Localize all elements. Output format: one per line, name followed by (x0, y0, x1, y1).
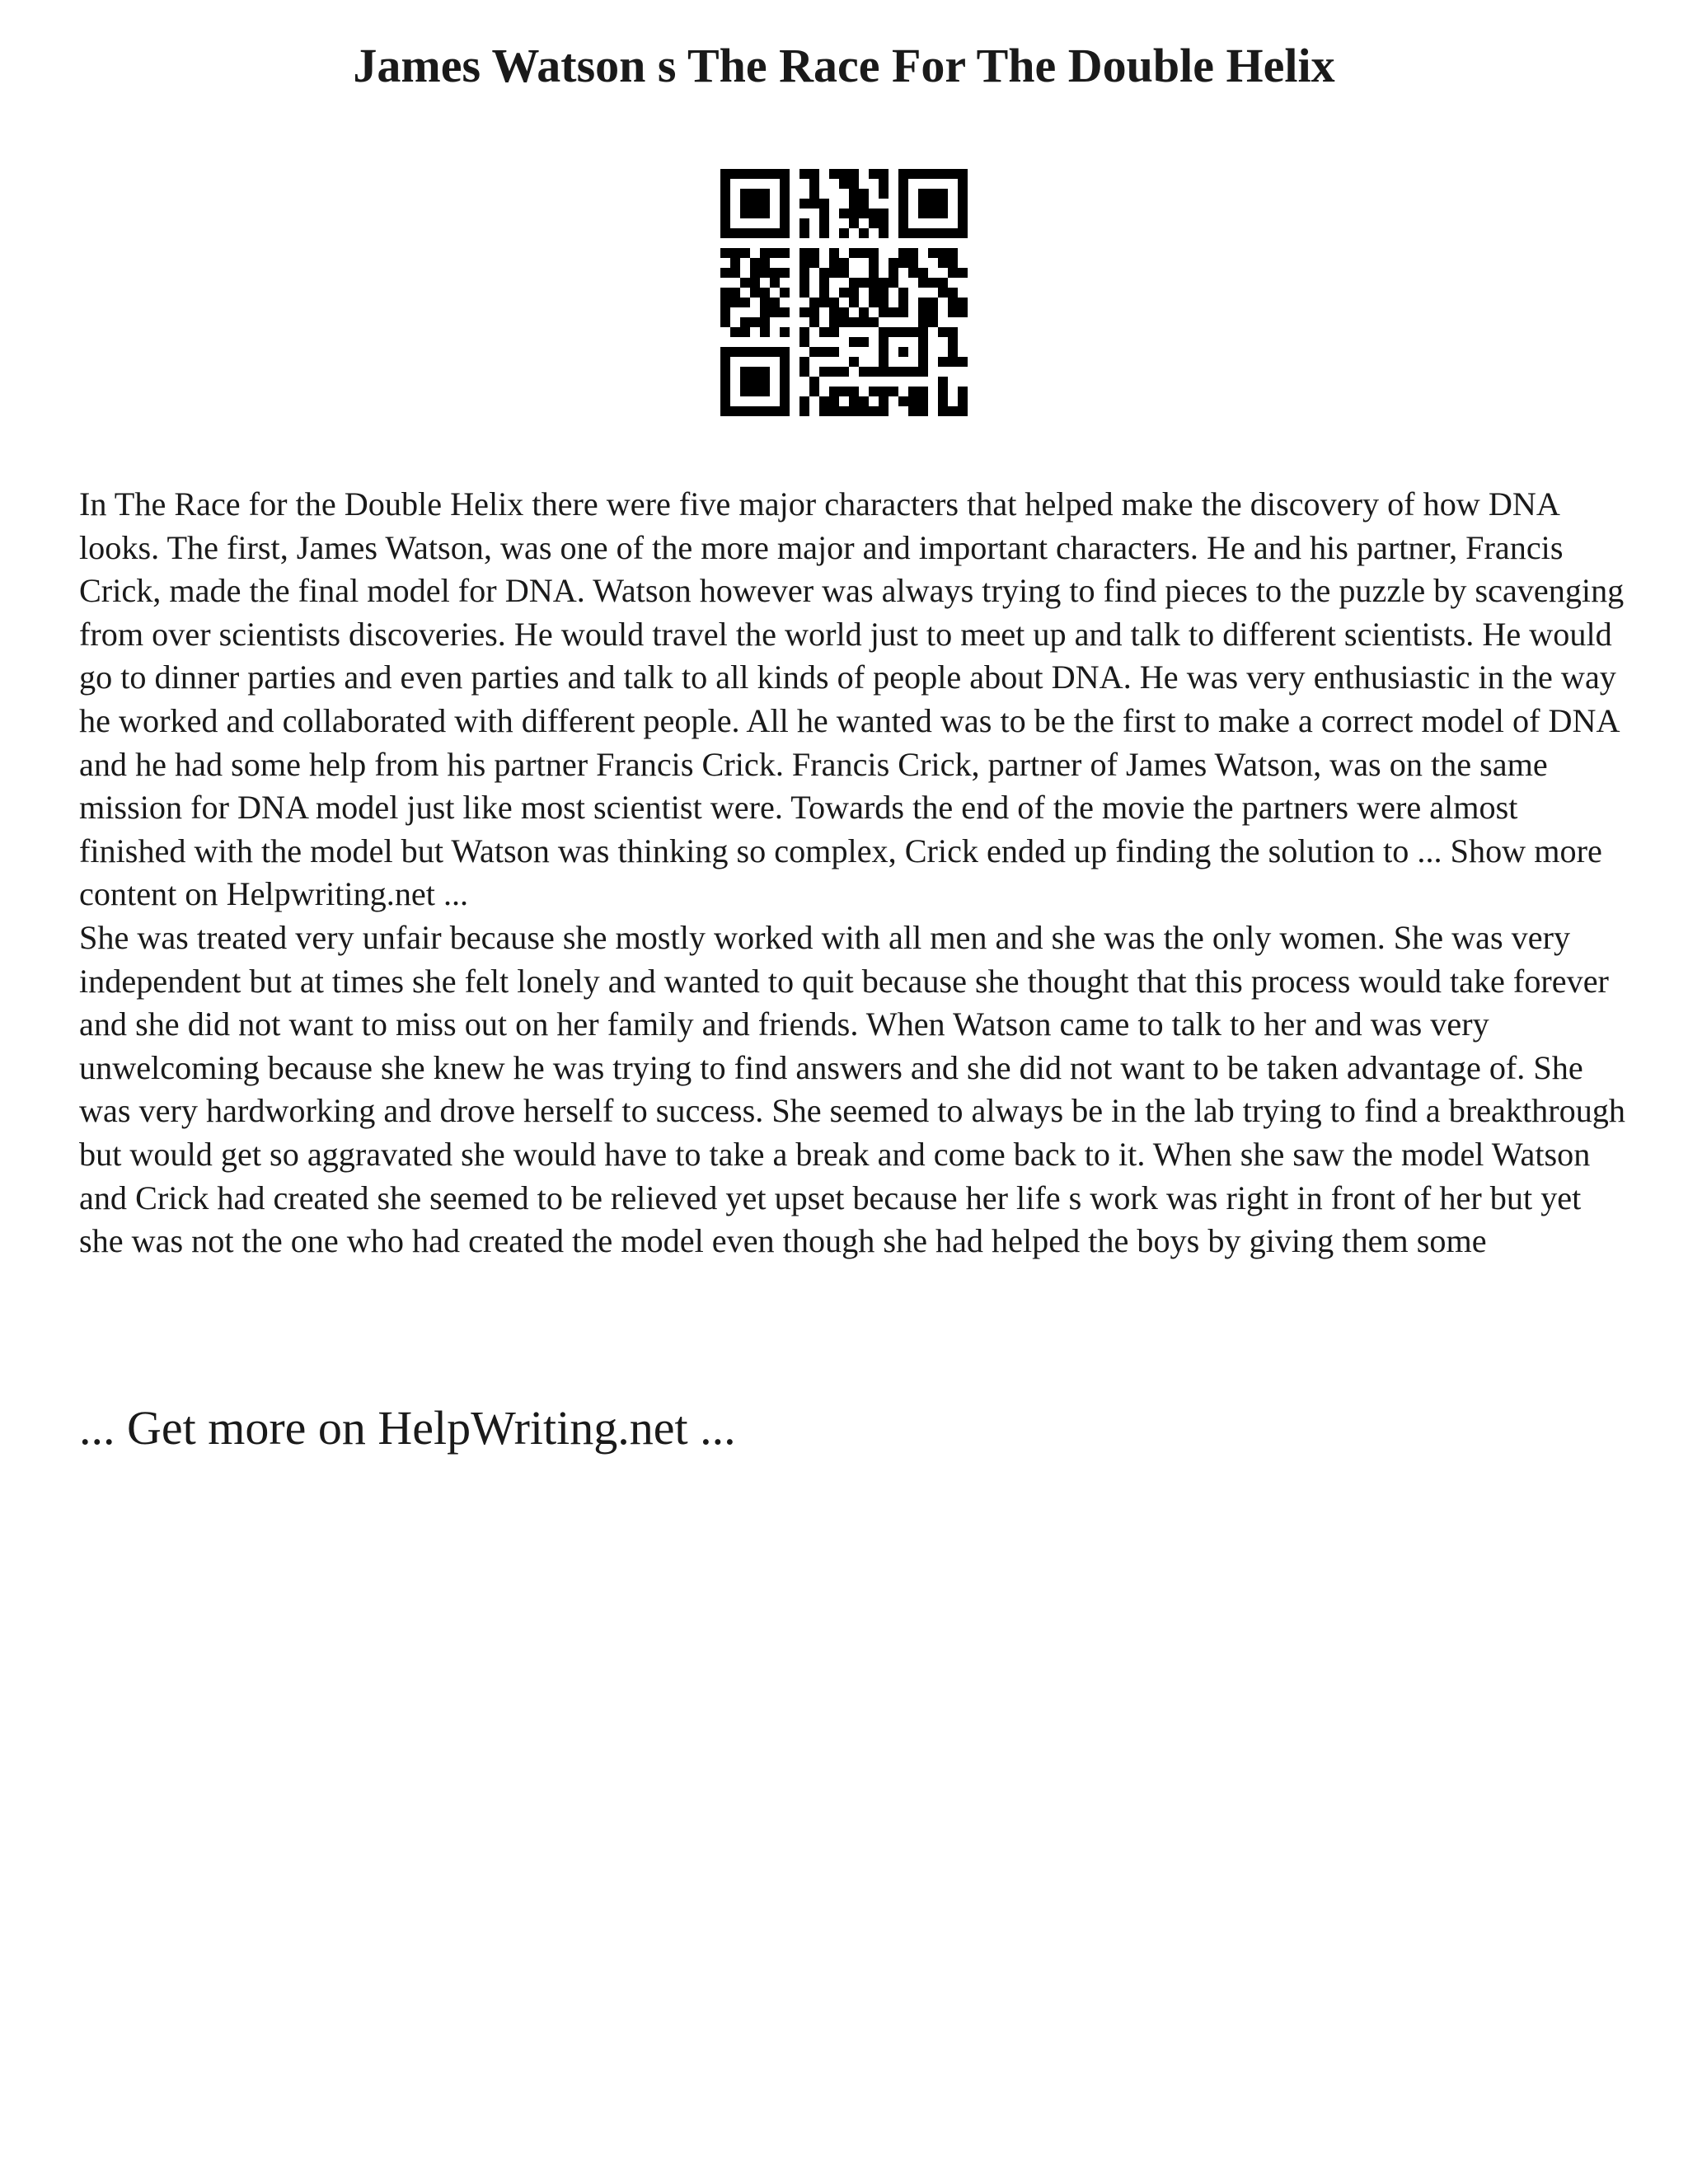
article-body (79, 483, 1629, 1263)
qr-code-icon[interactable] (720, 169, 968, 416)
page-title: James Watson s The Race For The Double Helix (353, 39, 1335, 92)
paragraph: She was treated very unfair because she mostly worked with all men and she was the only women. She was very independent but at times she felt lonely and wanted to quit because she thought that this process would take forever and she did not want to miss out on her family and friends. When Watson came to talk to her and was very unwelcoming because she knew he was trying to find answers and she did not want to be taken advantage of. She was very hardworking and drove herself to success. She seemed to always be in the lab trying to find a breakthrough but would get so aggravated she would have to take a break and come back to it. When she saw the model Watson and Crick had created she seemed to be relieved yet upset because her life s work was right in front of her but yet she was not the one who had created the model even though she had helped the boys by giving them some (79, 918, 1625, 1260)
paragraph: In The Race for the Double Helix there were five major characters that helped make the discovery of how DNA looks. The first, James Watson, was one of the more major and important characters. He and his partner, Francis Crick, made the final model for DNA. Watson however was always trying to find pieces to the puzzle by scavenging from over scientists discoveries. He would travel the world just to meet up and talk to different scientists. He would go to dinner parties and even parties and talk to all kinds of people about DNA. He was very enthusiastic in the way he worked and collaborated with different people. All he wanted was to be the first to make a correct model of DNA and he had some help from his partner Francis Crick. Francis Crick, partner of James Watson, was on the same mission for DNA model just like most scientist were. Towards the end of the movie the partners were almost finished with the model but Watson was thinking so complex, Crick ended up finding the solution to ... Show more content on Helpwriting.net ... (79, 485, 1625, 913)
get-more-link[interactable]: ... Get more on HelpWriting.net ... (79, 1401, 736, 1455)
